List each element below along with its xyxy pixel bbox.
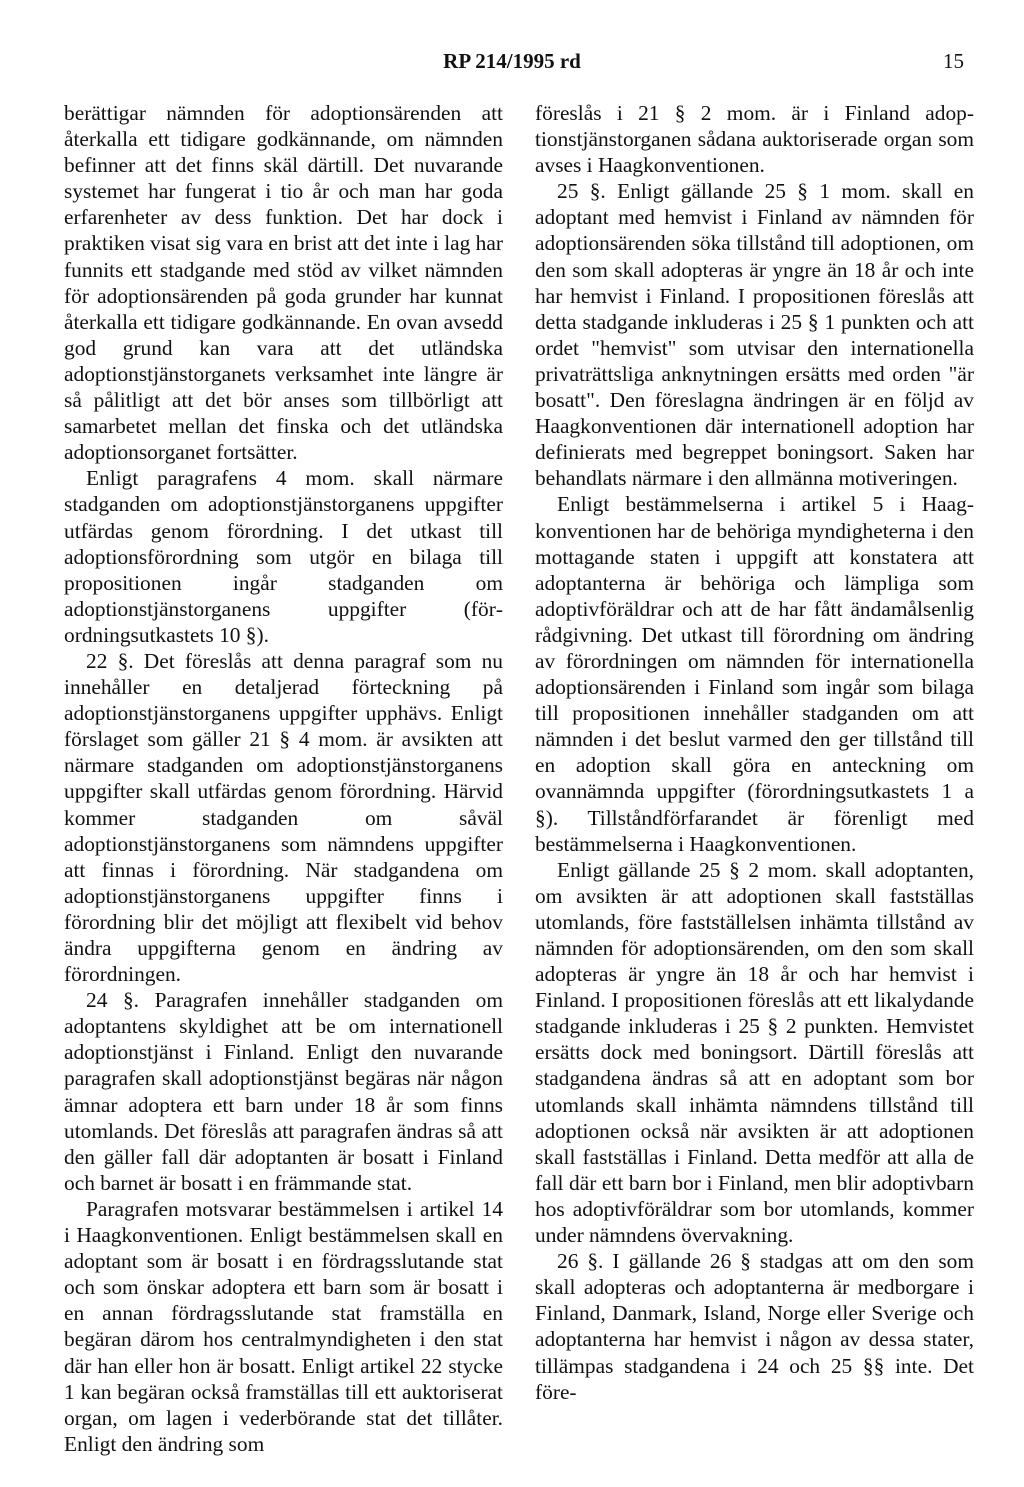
paragraph: Enligt paragrafens 4 mom. skall närmare stadganden om adoptionstjänstorganens uppgifter utfärdas genom förordning. I det utkast till adoptionsförordning som utgör en bilaga till propositionen ingår stadganden om adoptionstjänstorganens uppgifter (förordningsutkastets 10 §). [64, 466, 503, 647]
right-column [535, 100, 974, 1405]
paragraph: Enligt gällande 25 § 2 mom. skall adoptanten, om avsikten är att adoptionen skall fastställas utomlands, före fastställelsen inhämta tillstånd av nämnden för adoptionsärenden, om den som skall adopteras är yngre än 18 år och har hemvist i Finland. I propositionen föreslås att ett likalydande stadgande inkluderas i 25 § 2 punkten. Hemvistet ersätts dock med boningsort. Därtill föreslås att stadgandena ändras så att en adoptant som bor utomlands skall inhämta nämndens tillstånd till adoptionen också när avsikten är att adoptionen skall fastställas i Finland. Detta medför att alla de fall där ett barn bor i Finland, men blir adoptivbarn hos adoptivföräldrar som bor utomlands, kommer under nämndens övervakning. [535, 857, 974, 1248]
page-number: 15 [943, 49, 964, 73]
paragraph: 26 §. I gällande 26 § stadgas att om den som skall adopteras och adoptanterna är medborgare i Finland, Danmark, Island, Norge eller Sverige och adoptanterna har hemvist i någon av dessa stater, tillämpas stadgandena i 24 och 25 §§ inte. Det före- [535, 1249, 974, 1404]
paragraph: Enligt bestämmelserna i artikel 5 i Haagkonventionen har de behöriga myndigheterna i den mottagande staten i uppgift att konstatera att adoptanterna är behöriga och lämpliga som adoptivföräldrar och att de har fått ändamålsenlig rådgivning. Det utkast till förordning om ändring av förordningen om nämnden för internationella adoptionsärenden i Finland som ingår som bilaga till propositionen innehåller stadganden om att nämnden i det beslut varmed den ger tillstånd till en adoption skall göra en anteckning om ovannämnda uppgifter (förordningsutkastets 1 a §). Tillståndförfarandet är förenligt med bestämmelserna i Haagkonventionen. [535, 492, 974, 856]
paragraph: berättigar nämnden för adoptionsärenden att återkalla ett tidigare godkännande, om nämnden befinner att det finns skäl därtill. Det nuvarande systemet har fungerat i tio år och man har goda erfarenheter av dess funktion. Det har dock i praktiken visat sig vara en brist att det inte i lag har funnits ett stadgande med stöd av vilket nämnden för adoptionsärenden på goda grunder har kunnat återkalla ett tidigare godkännande. En ovan avsedd god grund kan vara att det utländska adoptionstjänstorganets verksamhet inte längre är så pålitligt att det bör anses som tillbörligt att samarbetet mellan det finska och det utländska adoptionsorganet fortsätter. [64, 101, 503, 465]
left-column [64, 100, 503, 1457]
paragraph: föreslås i 21 § 2 mom. är i Finland adoptionstjänstorganen sådana auktoriserade organ som avses i Haagkonventionen. [535, 101, 974, 178]
document-reference: RP 214/1995 rd [443, 49, 581, 73]
paragraph: 22 §. Det föreslås att denna paragraf som nu innehåller en detaljerad förteckning på adoptionstjänstorganens uppgifter upphävs. Enligt förslaget som gäller 21 § 4 mom. är avsikten att närmare stadganden om adoptionstjänstorganens uppgifter skall utfärdas genom förordning. Härvid kommer stadganden om såväl adoptionstjänstorganens som nämndens uppgifter att finnas i förordning. När stadgandena om adoptionstjänstorganens uppgifter finns i förordning blir det möjligt att flexibelt vid behov ändra uppgifterna genom en ändring av förordningen. [64, 648, 503, 987]
paragraph: Paragrafen motsvarar bestämmelsen i artikel 14 i Haagkonventionen. Enligt bestämmelsen skall en adoptant som är bosatt i en fördragsslutande stat och som önskar adoptera ett barn som är bosatt i en annan fördragsslutande stat framställa en begäran därom hos centralmyndigheten i den stat där han eller hon är bosatt. Enligt artikel 22 stycke 1 kan begäran också framställas till ett auktoriserat organ, om lagen i vederbörande stat det tillåter. Enligt den ändring som [64, 1196, 503, 1456]
paragraph: 24 §. Paragrafen innehåller stadganden om adoptantens skyldighet att be om internationell adoptionstjänst i Finland. Enligt den nuvarande paragrafen skall adoptionstjänst begäras när någon ämnar adoptera ett barn under 18 år som finns utomlands. Det föreslås att paragrafen ändras så att den gäller fall där adoptanten är bosatt i Finland och barnet är bosatt i en främmande stat. [64, 988, 503, 1195]
paragraph: 25 §. Enligt gällande 25 § 1 mom. skall en adoptant med hemvist i Finland av nämnden för adoptionsärenden söka tillstånd till adoptionen, om den som skall adopteras är yngre än 18 år och inte har hemvist i Finland. I propositionen föreslås att detta stadgande inkluderas i 25 § 1 punkten och att ordet "hemvist" som utvisar den internationella privaträttsliga anknytningen ersätts med orden "är bosatt". Den föreslagna ändringen är en följd av Haagkonventionen där internationell adoption har definierats med begreppet boningsort. Saken har behandlats närmare i den allmänna motiveringen. [535, 179, 974, 491]
